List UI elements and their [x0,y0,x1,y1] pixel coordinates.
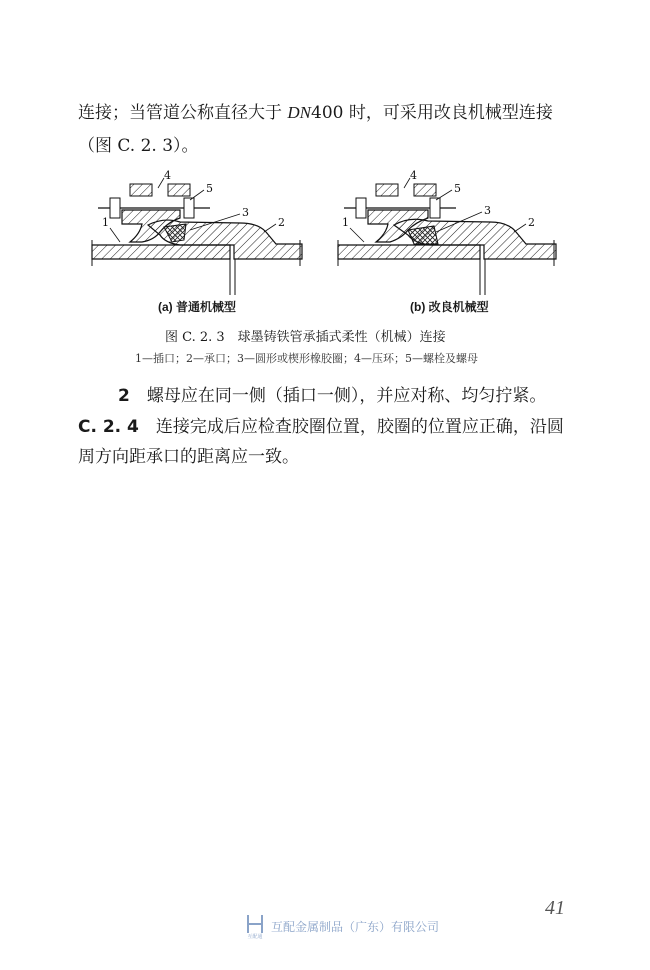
item-2 [118,381,546,406]
spigot-pipe [338,245,480,259]
figure-legend: 1—插口；2—承口；3—圆形或楔形橡胶圈；4—压环；5—螺栓及螺母 [135,352,478,365]
washer-top [130,184,152,196]
nut-right [184,198,194,218]
label-4: 4 [410,170,417,182]
company-logo-icon [245,913,265,939]
item-2-text: 螺母应在同一侧（插口一侧），并应对称、均匀拧紧。 [146,386,547,406]
clause-c24-line-1: C. 2. 4 连接完成后应检查胶圈位置，胶圈的位置应正确，沿圆 [78,417,564,437]
figure-a-subcaption: (a) 普通机械型 [158,300,237,314]
figure-caption: 图 C. 2. 3 球墨铸铁管承插式柔性（机械）连接 [165,330,446,345]
clause-c24-line-2: 周方向距承口的距离应一致。 [78,447,299,467]
nut-right [430,198,440,218]
nut-left [356,198,366,218]
label-2: 2 [528,216,535,229]
label-1: 1 [342,216,349,229]
label-3: 3 [484,204,491,217]
figure-b-subcaption: (b) 改良机械型 [410,300,489,314]
svg-text:互配通: 互配通 [247,934,263,939]
label-2: 2 [278,216,285,229]
item-2-number: 2 [118,386,130,406]
watermark [245,913,439,939]
washer-top-2 [414,184,436,196]
nut-left [110,198,120,218]
figure-b-diagram [330,170,565,295]
label-1: 1 [102,216,109,229]
label-3: 3 [242,206,249,219]
label-5: 5 [454,182,461,195]
label-5: 5 [206,182,213,195]
intro-line-2: （图 C. 2. 3）。 [78,136,199,156]
washer-top [376,184,398,196]
watermark-company: 互配金属制品（广东）有限公司 [271,919,440,934]
spigot-pipe [92,245,230,259]
clause-number: C. 2. 4 [78,417,139,437]
washer-top-2 [168,184,190,196]
intro-line-1: 连接；当管道公称直径大于 DN400 时，可采用改良机械型连接 [78,103,553,123]
label-4: 4 [164,170,171,182]
figure-a-diagram [80,170,315,295]
page-number: 41 [545,897,565,919]
